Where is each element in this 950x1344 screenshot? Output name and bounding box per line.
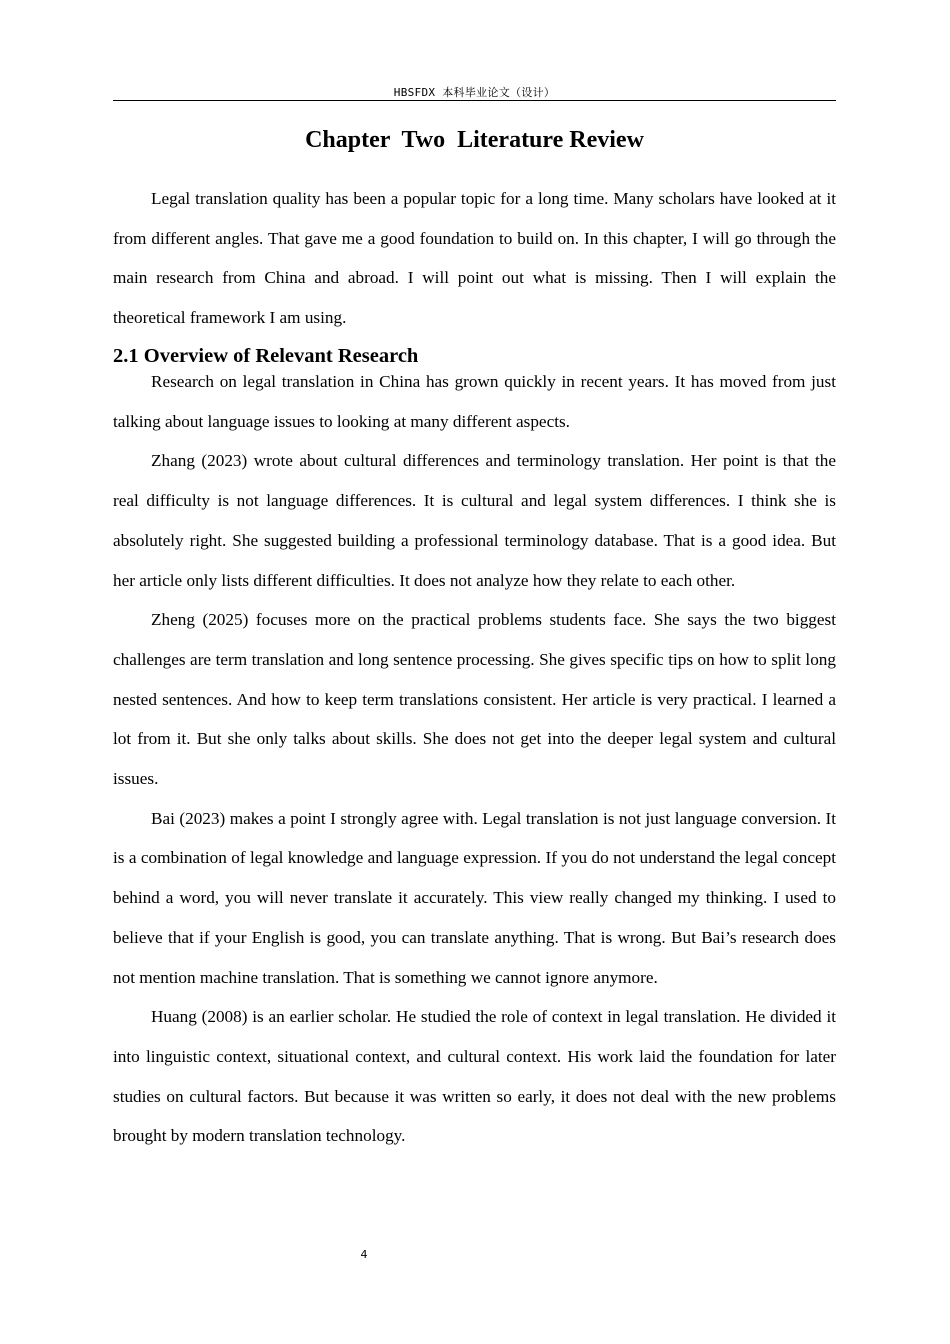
page-number: 4 (360, 1248, 368, 1261)
section-body (113, 362, 836, 1156)
section-heading: 2.1 Overview of Relevant Research (113, 345, 419, 367)
body-paragraph: Bai (2023) makes a point I strongly agree with. Legal translation is not just language conversion. It is a combination of legal knowledge and language expression. If you do not understand the legal concept behind a word, you will never translate it accurately. This view really changed my thinking. I used to believe that if your English is good, you can translate anything. That is wrong. But Bai’s research does not mention machine translation. That is something we cannot ignore anymore. (113, 808, 836, 987)
intro-paragraph: Legal translation quality has been a popular topic for a long time. Many scholars have looked at it from different angles. That gave me a good foundation to build on. In this chapter, I will go through the main research from China and abroad. I will point out what is missing. Then I will explain the theoretical framework I am using. (113, 189, 836, 328)
body-paragraph: Zhang (2023) wrote about cultural differences and terminology translation. Her point is that the real difficulty is not language differences. It is cultural and legal system differences. I think she is absolutely right. She suggested building a professional terminology database. That is a good idea. But her article only lists different difficulties. It does not analyze how they relate to each other. (113, 451, 836, 590)
running-header: HBSFDX 本科毕业论文（设计） (393, 86, 556, 99)
body-paragraph: Huang (2008) is an earlier scholar. He studied the role of context in legal translation. He divided it into linguistic context, situational context, and cultural context. His work laid the foundation for later studies on cultural factors. But because it was written so early, it does not deal with the new problems brought by modern translation technology. (113, 1007, 836, 1146)
chapter-title: Chapter Two Literature Review (305, 127, 644, 153)
intro-section (113, 179, 836, 338)
body-paragraph: Research on legal translation in China has grown quickly in recent years. It has moved from just talking about language issues to looking at many different aspects. (113, 372, 836, 431)
header-divider (113, 100, 836, 101)
body-paragraph: Zheng (2025) focuses more on the practical problems students face. She says the two biggest challenges are term translation and long sentence processing. She gives specific tips on how to split long nested sentences. And how to keep term translations consistent. Her article is very practical. I learned a lot from it. But she only talks about skills. She does not get into the deeper legal system and cultural issues. (113, 610, 836, 789)
